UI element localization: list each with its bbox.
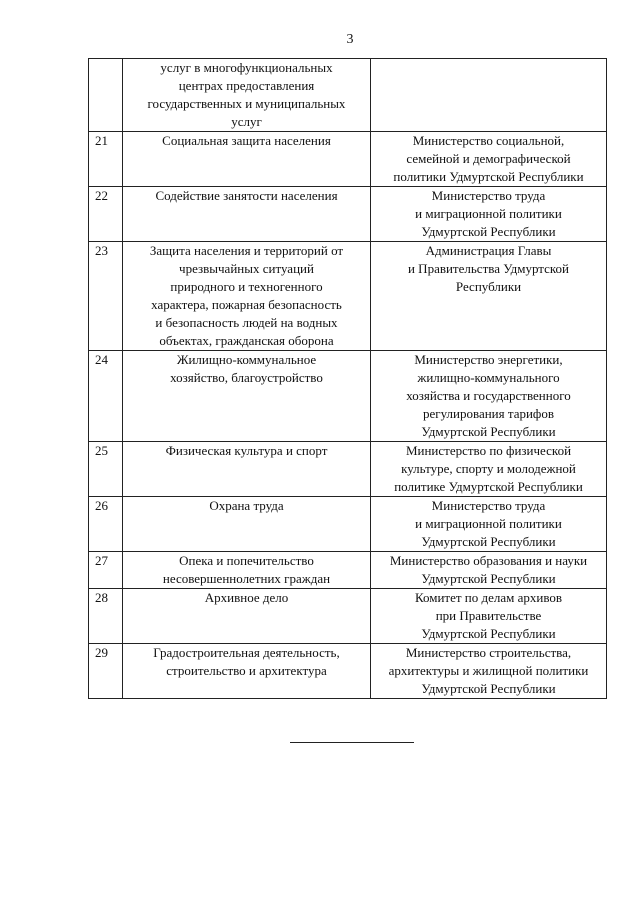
row-number: 29 [89,644,123,699]
row-number: 27 [89,552,123,589]
activity-area-line: Архивное дело [204,590,289,605]
table-row [89,442,607,497]
row-number: 23 [89,242,123,351]
responsible-body-line: политики Удмуртской Республики [393,169,584,184]
table-row [89,187,607,242]
responsibility-table [88,58,607,699]
activity-area-line: Содействие занятости населения [155,188,338,203]
responsible-body-line: и Правительства Удмуртской [407,261,570,276]
activity-area-line: услуг [231,114,262,129]
table-row [89,497,607,552]
responsibility-table-container [88,58,606,699]
activity-area-line: чрезвычайных ситуаций [179,261,314,276]
responsible-body-line: политике Удмуртской Республики [394,479,583,494]
responsible-body-line: жилищно-коммунального [417,370,560,385]
activity-area-line: строительство и архитектура [166,663,327,678]
responsible-body-line: Удмуртской Республики [421,626,556,641]
responsible-body-line: хозяйства и государственного [406,388,571,403]
responsible-body-line: Удмуртской Республики [421,224,556,239]
responsible-body-line: Министерство труда [431,188,546,203]
activity-area-cell [123,552,371,589]
responsible-body-line: Удмуртской Республики [421,534,556,549]
activity-area-line: государственных и муниципальных [147,96,346,111]
responsible-body-cell [371,644,607,699]
activity-area-line: Опека и попечительство [179,553,314,568]
activity-area-cell [123,242,371,351]
activity-area-line: Охрана труда [209,498,284,513]
activity-area-line: Социальная защита населения [162,133,331,148]
activity-area-line: характера, пожарная безопасность [151,297,342,312]
activity-area-line: центрах предоставления [178,78,315,93]
responsible-body-line: Администрация Главы [425,243,552,258]
responsible-body-cell [371,442,607,497]
responsible-body-line: Министерство труда [431,498,546,513]
responsible-body-line: Комитет по делам архивов [414,590,563,605]
responsible-body-line: Министерство образования и науки [389,553,588,568]
activity-area-cell [123,187,371,242]
activity-area-line: хозяйство, благоустройство [170,370,323,385]
activity-area-line: природного и техногенного [170,279,323,294]
responsible-body-line: Министерство социальной, [412,133,565,148]
activity-area-cell [123,442,371,497]
responsible-body-line: и миграционной политики [415,206,562,221]
responsible-body-cell [371,589,607,644]
row-number: 26 [89,497,123,552]
row-number: 25 [89,442,123,497]
activity-area-line: несовершеннолетних граждан [162,571,331,586]
table-row [89,59,607,132]
responsible-body-cell [371,59,607,132]
activity-area-cell [123,59,371,132]
responsible-body-cell [371,132,607,187]
activity-area-line: Физическая культура и спорт [165,443,328,458]
responsible-body-line: Республики [455,279,522,294]
activity-area-cell [123,132,371,187]
responsible-body-cell [371,351,607,442]
responsible-body-line: регулирования тарифов [423,406,554,421]
responsible-body-line: Министерство по физической [405,443,572,458]
footer-divider [290,742,414,743]
responsible-body-line: Удмуртской Республики [421,681,556,696]
page-number: 3 [346,32,354,47]
responsible-body-cell [371,552,607,589]
responsible-body-line: семейной и демографической [406,151,571,166]
activity-area-line: услуг в многофункциональных [160,60,333,75]
activity-area-cell [123,589,371,644]
responsible-body-cell [371,242,607,351]
table-row [89,552,607,589]
row-number: 24 [89,351,123,442]
responsible-body-line: культуре, спорту и молодежной [401,461,576,476]
row-number: 21 [89,132,123,187]
table-row [89,132,607,187]
responsible-body-line: Министерство строительства, [405,645,572,660]
activity-area-line: Градостроительная деятельность, [153,645,340,660]
responsible-body-cell [371,187,607,242]
responsible-body-line: и миграционной политики [415,516,562,531]
table-body [89,59,607,699]
activity-area-cell [123,644,371,699]
row-number: 22 [89,187,123,242]
table-row [89,589,607,644]
activity-area-line: и безопасность людей на водных [155,315,338,330]
responsible-body-cell [371,497,607,552]
responsible-body-line: при Правительстве [435,608,542,623]
table-row [89,242,607,351]
table-row [89,644,607,699]
responsible-body-line: архитектуры и жилищной политики [388,663,589,678]
responsible-body-line: Удмуртской Республики [421,571,556,586]
row-number: 28 [89,589,123,644]
row-number [89,59,123,132]
responsible-body-line: Удмуртской Республики [421,424,556,439]
activity-area-line: объектах, гражданская оборона [159,333,334,348]
table-row [89,351,607,442]
activity-area-cell [123,351,371,442]
activity-area-cell [123,497,371,552]
activity-area-line: Защита населения и территорий от [149,243,344,258]
activity-area-line: Жилищно-коммунальное [176,352,317,367]
responsible-body-line: Министерство энергетики, [414,352,563,367]
